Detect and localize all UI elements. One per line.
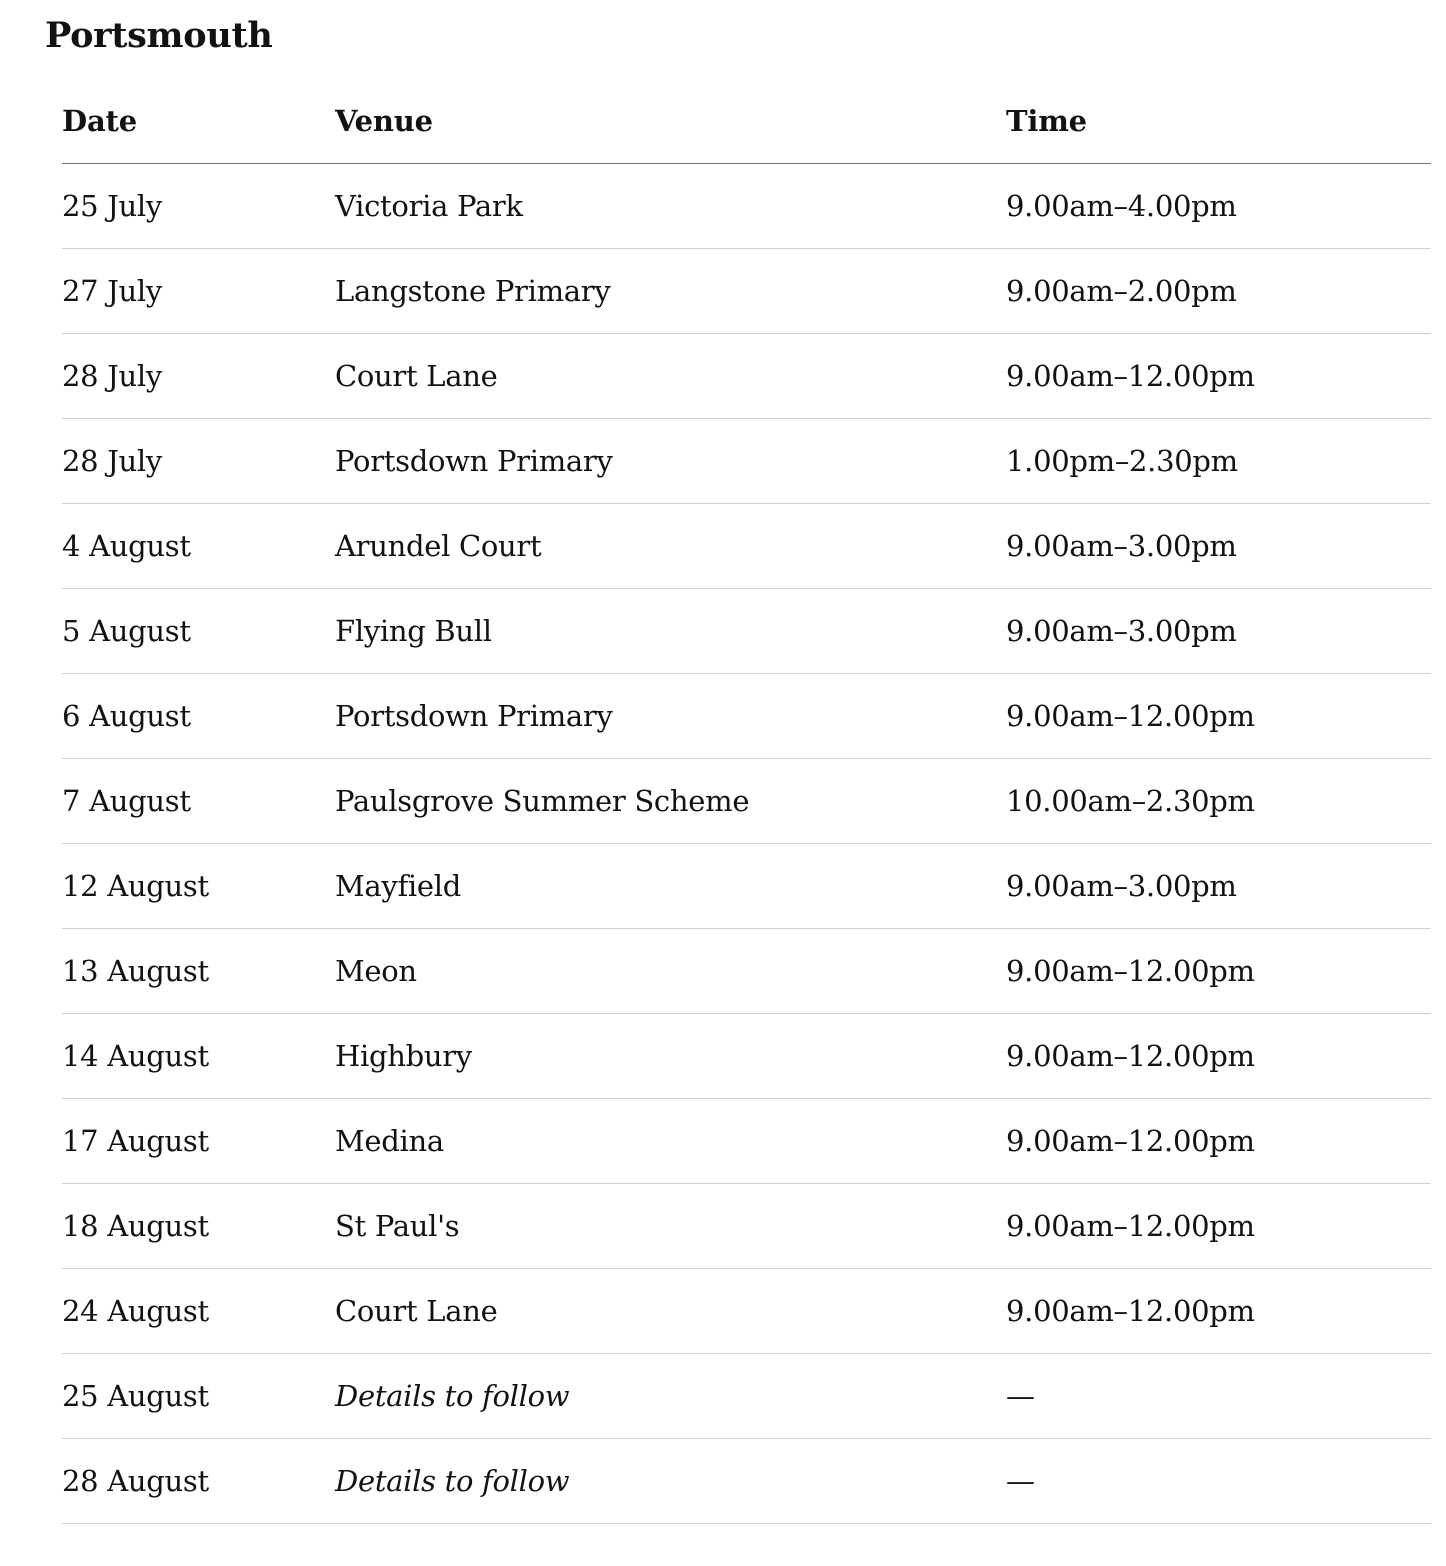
- table-row: [62, 504, 1431, 589]
- cell-date: 24 August: [62, 1269, 335, 1354]
- cell-time: 1.00pm–2.30pm: [1006, 419, 1431, 504]
- cell-time: 9.00am–3.00pm: [1006, 844, 1431, 929]
- cell-venue: Portsdown Primary: [335, 419, 1006, 504]
- cell-venue: St Paul's: [335, 1184, 1006, 1269]
- cell-date: 18 August: [62, 1184, 335, 1269]
- cell-venue: Arundel Court: [335, 504, 1006, 589]
- schedule-table-body: [62, 164, 1431, 1524]
- cell-time: 9.00am–12.00pm: [1006, 1014, 1431, 1099]
- cell-venue: Court Lane: [335, 334, 1006, 419]
- table-row: [62, 1354, 1431, 1439]
- cell-time: 9.00am–12.00pm: [1006, 1269, 1431, 1354]
- table-row: [62, 844, 1431, 929]
- cell-time: —: [1006, 1439, 1431, 1524]
- schedule-table: [62, 79, 1431, 1524]
- column-header-time: Time: [1006, 79, 1431, 164]
- cell-venue: Details to follow: [335, 1354, 1006, 1439]
- cell-date: 12 August: [62, 844, 335, 929]
- cell-venue: Details to follow: [335, 1439, 1006, 1524]
- cell-date: 17 August: [62, 1099, 335, 1184]
- cell-venue: Victoria Park: [335, 164, 1006, 249]
- table-row: [62, 674, 1431, 759]
- cell-date: 13 August: [62, 929, 335, 1014]
- cell-date: 25 July: [62, 164, 335, 249]
- cell-date: 4 August: [62, 504, 335, 589]
- cell-date: 6 August: [62, 674, 335, 759]
- cell-venue: Mayfield: [335, 844, 1006, 929]
- table-row: [62, 929, 1431, 1014]
- table-row: [62, 249, 1431, 334]
- cell-venue: Court Lane: [335, 1269, 1006, 1354]
- schedule-table-header: [62, 79, 1431, 164]
- cell-venue: Flying Bull: [335, 589, 1006, 674]
- table-row: [62, 1439, 1431, 1524]
- cell-date: 25 August: [62, 1354, 335, 1439]
- cell-date: 5 August: [62, 589, 335, 674]
- cell-date: 28 July: [62, 419, 335, 504]
- table-row: [62, 759, 1431, 844]
- cell-date: 28 August: [62, 1439, 335, 1524]
- cell-date: 28 July: [62, 334, 335, 419]
- table-row: [62, 334, 1431, 419]
- section-title: Portsmouth: [45, 15, 273, 56]
- column-header-date: Date: [62, 79, 335, 164]
- cell-venue: Highbury: [335, 1014, 1006, 1099]
- cell-time: 9.00am–12.00pm: [1006, 1184, 1431, 1269]
- cell-date: 27 July: [62, 249, 335, 334]
- table-row: [62, 1269, 1431, 1354]
- table-row: [62, 1014, 1431, 1099]
- cell-time: 9.00am–2.00pm: [1006, 249, 1431, 334]
- table-row: [62, 1184, 1431, 1269]
- table-row: [62, 589, 1431, 674]
- table-row: [62, 1099, 1431, 1184]
- table-row: [62, 419, 1431, 504]
- cell-time: 9.00am–12.00pm: [1006, 334, 1431, 419]
- cell-time: 9.00am–4.00pm: [1006, 164, 1431, 249]
- column-header-venue: Venue: [335, 79, 1006, 164]
- cell-time: 9.00am–12.00pm: [1006, 929, 1431, 1014]
- cell-venue: Paulsgrove Summer Scheme: [335, 759, 1006, 844]
- cell-date: 7 August: [62, 759, 335, 844]
- cell-date: 14 August: [62, 1014, 335, 1099]
- cell-venue: Meon: [335, 929, 1006, 1014]
- cell-time: 10.00am–2.30pm: [1006, 759, 1431, 844]
- cell-time: 9.00am–12.00pm: [1006, 674, 1431, 759]
- table-row: [62, 164, 1431, 249]
- cell-time: 9.00am–12.00pm: [1006, 1099, 1431, 1184]
- cell-time: 9.00am–3.00pm: [1006, 589, 1431, 674]
- cell-venue: Medina: [335, 1099, 1006, 1184]
- cell-venue: Langstone Primary: [335, 249, 1006, 334]
- cell-time: —: [1006, 1354, 1431, 1439]
- cell-time: 9.00am–3.00pm: [1006, 504, 1431, 589]
- cell-venue: Portsdown Primary: [335, 674, 1006, 759]
- header-row: [62, 79, 1431, 164]
